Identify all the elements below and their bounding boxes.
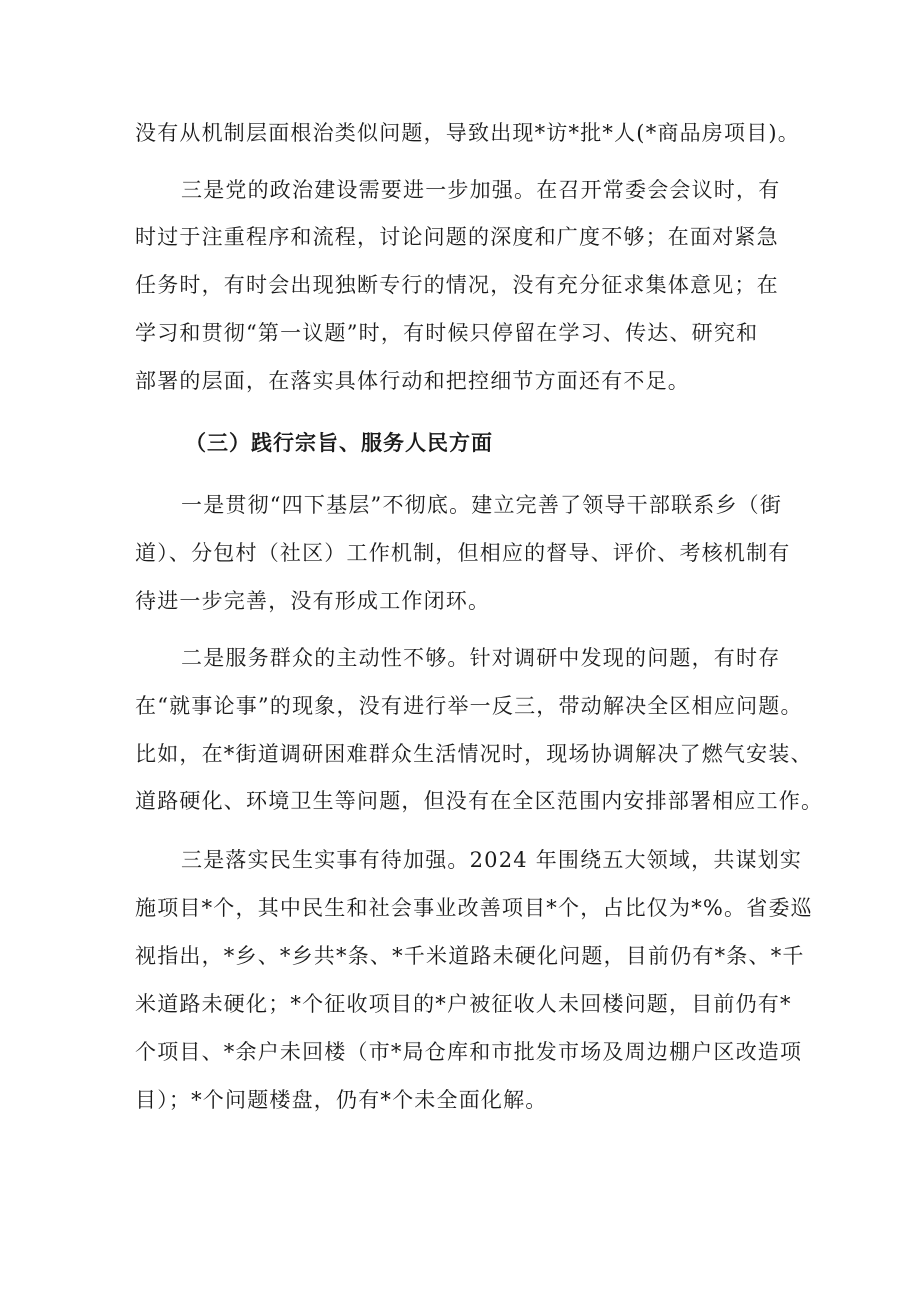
political-para-line-2: 时过于注重程序和流程，讨论问题的深度和广度不够；在面对紧急 — [135, 225, 779, 249]
livelihood-para-line-6: 目）；*个问题楼盘，仍有*个未全面化解。 — [135, 1088, 548, 1112]
four-down-para-line-2: 道）、分包村（社区）工作机制，但相应的督导、评价、考核机制有 — [135, 541, 791, 565]
initiative-para-line-2: 在“就事论事”的现象，没有进行举一反三，带动解决全区相应问题。 — [135, 694, 803, 718]
political-para-line-3: 任务时，有时会出现独断专行的情况，没有充分征求集体意见；在 — [135, 273, 779, 297]
four-down-para-line-3: 待进一步完善，没有形成工作闭环。 — [135, 589, 491, 613]
livelihood-para-line-4: 米道路未硬化；*个征收项目的*户被征收人未回楼问题，目前仍有* — [135, 992, 792, 1016]
political-para-line-4: 学习和贯彻“第一议题”时，有时候只停留在学习、传达、研究和 — [135, 321, 759, 345]
livelihood-para-line-3: 视指出，*乡、*乡共*条、*千米道路未硬化问题，目前仍有*条、*千 — [135, 944, 805, 968]
livelihood-para-line-1: 三是落实民生实事有待加强。2024 年围绕五大领域，共谋划实 — [181, 848, 803, 872]
initiative-para-line-3: 比如，在*街道调研困难群众生活情况时，现场协调解决了燃气安装、 — [135, 742, 813, 766]
livelihood-para-line-2: 施项目*个，其中民生和社会事业改善项目*个，占比仅为*%。省委巡 — [135, 896, 813, 920]
initiative-para-line-1: 二是服务群众的主动性不够。针对调研中发现的问题，有时存 — [181, 646, 781, 670]
four-down-para-line-1: 一是贯彻“四下基层”不彻底。建立完善了领导干部联系乡（街 — [181, 493, 783, 517]
continuation-line-1: 没有从机制层面根治类似问题，导致出现*访*批*人(*商品房项目)。 — [135, 121, 800, 145]
section-heading: （三）践行宗旨、服务人民方面 — [185, 430, 493, 455]
initiative-para-line-4: 道路硬化、环境卫生等问题，但没有在全区范围内安排部署相应工作。 — [135, 789, 824, 813]
political-para-line-5: 部署的层面，在落实具体行动和把控细节方面还有不足。 — [135, 369, 690, 393]
livelihood-para-line-5: 个项目、*余户未回楼（市*局仓库和市批发市场及周边棚户区改造项 — [135, 1040, 803, 1064]
political-para-line-1: 三是党的政治建设需要进一步加强。在召开常委会会议时，有 — [181, 178, 781, 202]
